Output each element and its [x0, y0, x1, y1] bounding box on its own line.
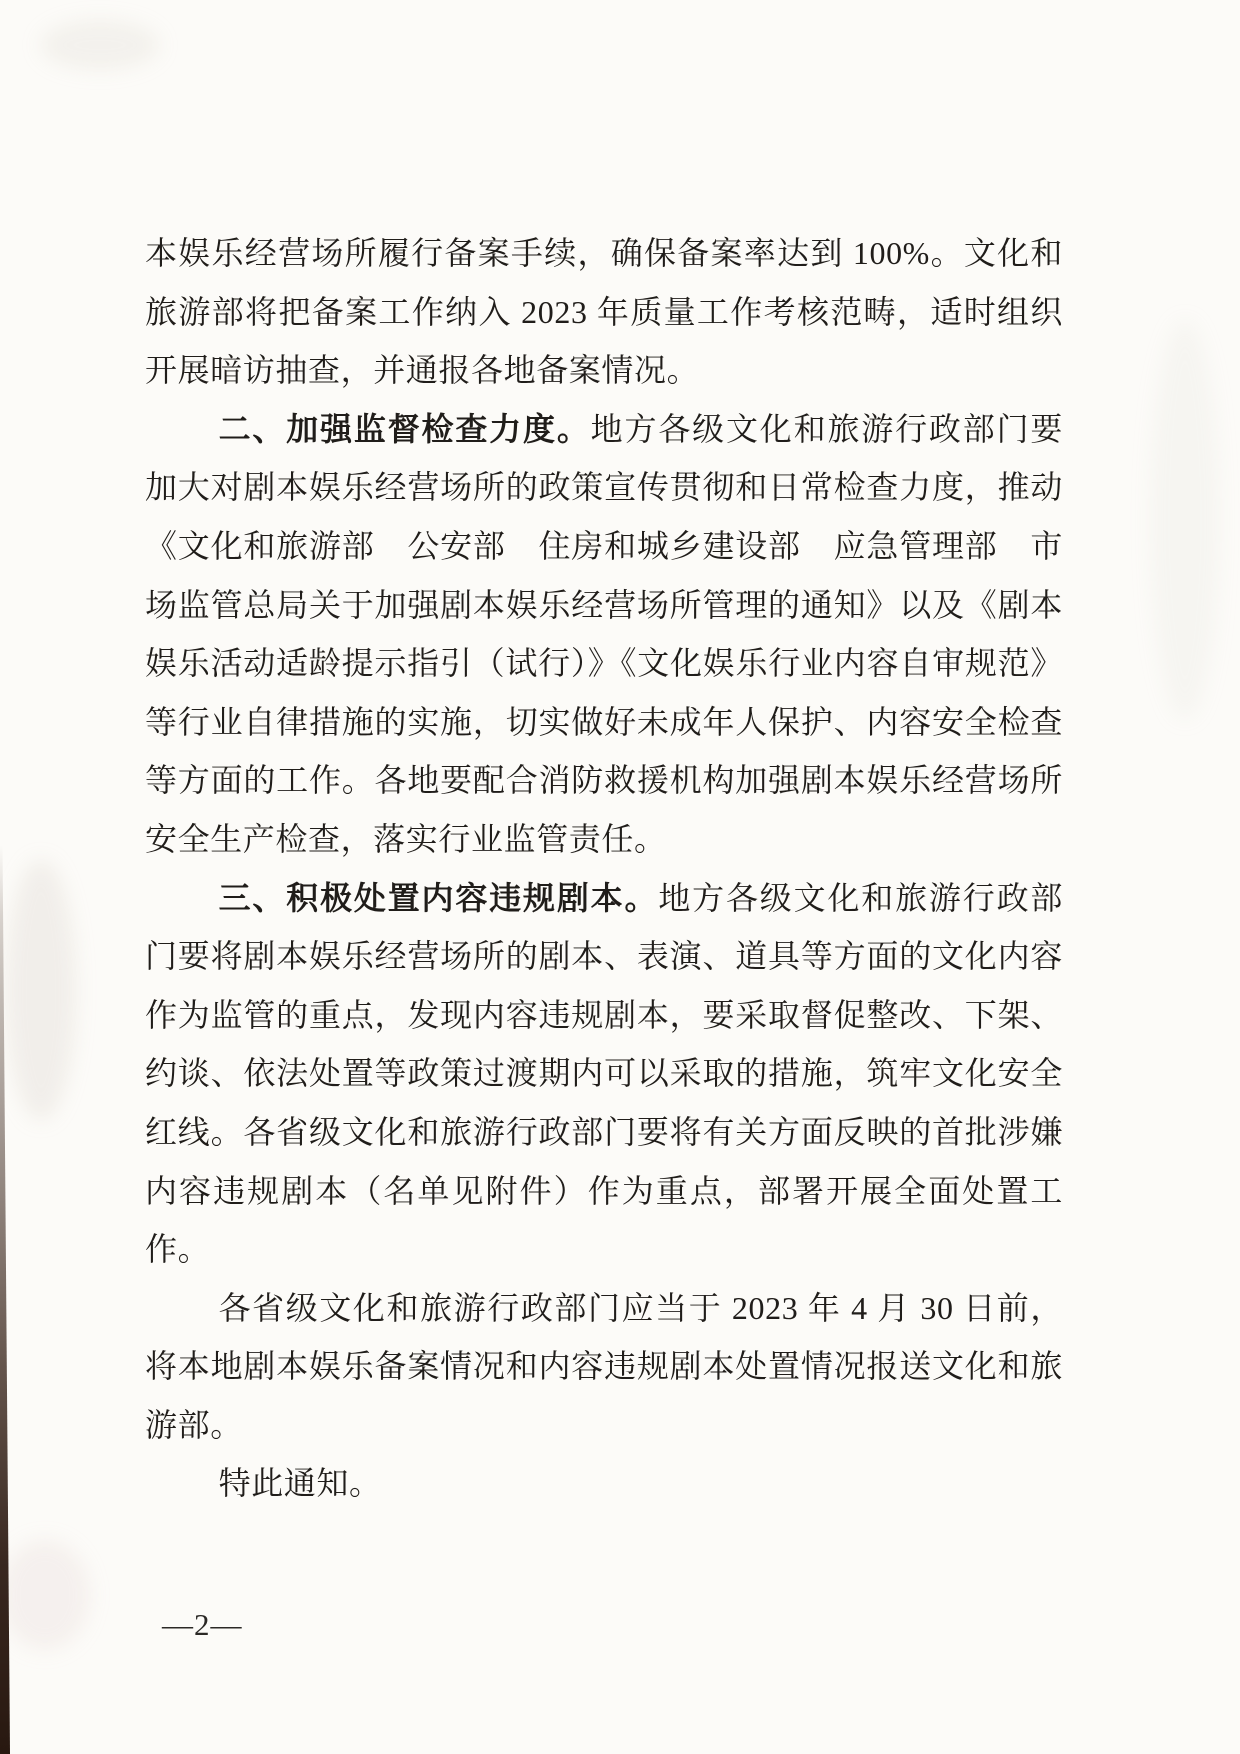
- document-body-text: [145, 224, 1063, 1513]
- section-2-heading: 二、加强监督检查力度。: [218, 410, 591, 447]
- scan-smudge: [1150, 320, 1220, 720]
- paragraph-reporting-deadline: [145, 1279, 1063, 1455]
- scan-smudge: [6, 860, 76, 1120]
- scan-binding-edge-artifact: [0, 845, 10, 1754]
- page-number: —2—: [162, 1607, 243, 1642]
- paragraph-section-2-supervision: [145, 400, 1063, 869]
- paragraph-section-3-disposal: [145, 869, 1063, 1279]
- section-3-heading: 三、积极处置内容违规剧本。: [218, 879, 659, 916]
- scan-smudge: [0, 1540, 90, 1650]
- scan-smudge: [40, 20, 160, 70]
- paragraph-text: 地方各级文化和旅游行政部门要加大对剧本娱乐经营场所的政策宣传贯彻和日常检查力度，推动《文化和旅游部 公安部 住房和城乡建设部 应急管理部 市场监管总局关于加强剧本娱乐经营场所管理的通知》以及《剧本娱乐活动适龄提示指引（试行）》《文化娱乐行业内容自审规范》等行业自律措施的实施，切实做好未成年人保护、内容安全检查等方面的工作。各地要配合消防救援机构加强剧本娱乐经营场所安全生产检查，落实行业监管责任。: [145, 410, 1063, 857]
- paragraph-text: 各省级文化和旅游行政部门应当于 2023 年 4 月 30 日前，将本地剧本娱乐备案情况和内容违规剧本处置情况报送文化和旅游部。: [145, 1289, 1063, 1443]
- paragraph-text: 本娱乐经营场所履行备案手续，确保备案率达到 100%。文化和旅游部将把备案工作纳入 2023 年质量工作考核范畴，适时组织开展暗访抽查，并通报各地备案情况。: [145, 235, 1063, 389]
- paragraph-text: 特此通知。: [218, 1465, 382, 1502]
- paragraph-closing-notice: [145, 1454, 1063, 1513]
- paragraph-filing-requirements: [145, 224, 1063, 400]
- paragraph-text: 地方各级文化和旅游行政部门要将剧本娱乐经营场所的剧本、表演、道具等方面的文化内容作为监管的重点，发现内容违规剧本，要采取督促整改、下架、约谈、依法处置等政策过渡期内可以采取的措施，筑牢文化安全红线。各省级文化和旅游行政部门要将有关方面反映的首批涉嫌内容违规剧本（名单见附件）作为重点，部署开展全面处置工作。: [145, 879, 1063, 1268]
